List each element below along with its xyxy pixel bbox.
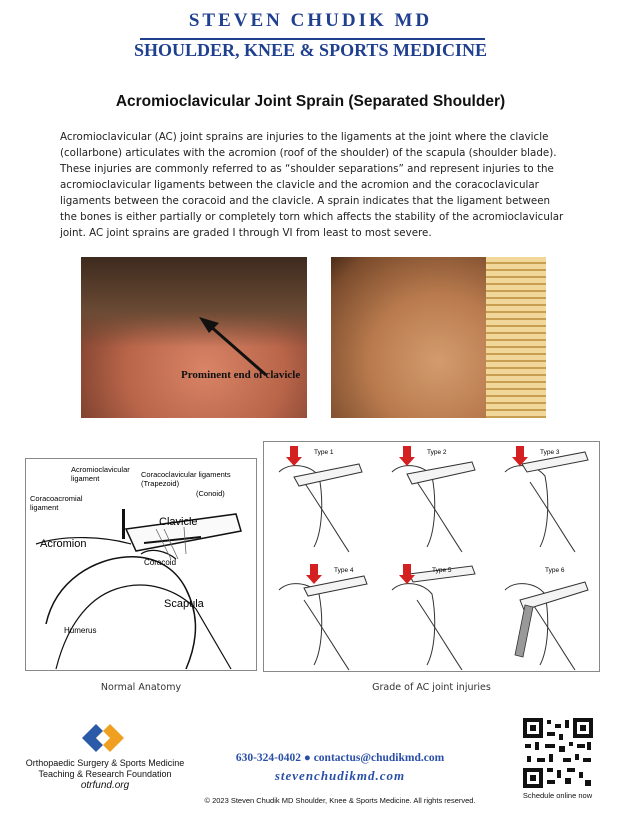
email-link[interactable]: contactus@chudikmd.com: [313, 752, 445, 764]
scapula-label: Scapula: [164, 598, 204, 610]
coracoacromial-label: Coracoacromial: [30, 494, 83, 503]
acromion-label: Acromion: [40, 538, 87, 550]
grades-figure: [263, 441, 600, 672]
intro-paragraph: Acromioclavicular (AC) joint sprains are injuries to the ligaments at the joint where the clavicle (collarbone) articulates with the acromion (roof of the shoulder) of the scapula (shoulder blade). These injuries are commonly referred to as “shoulder separations” and represent injuries to the acromioclavicular ligaments between the clavicle and the acromion and the coracoclavicular ligaments between the coracoid and the clavicle. A sprain indicates that the ligament between the bones is either partially or completely torn which affects the stability of the acromioclavicular joint. AC joint sprains are graded I through VI from least to most severe.: [60, 131, 564, 239]
type-4-label: Type 4: [334, 567, 354, 574]
anatomy-diagram: [26, 459, 257, 671]
type-4-panel: [279, 564, 367, 670]
foundation-line-2: Teaching & Research Foundation: [38, 769, 172, 779]
type-1-panel: [279, 446, 362, 552]
copyright-notice: © 2023 Steven Chudik MD Shoulder, Knee & Sports Medicine. All rights reserved.: [204, 796, 476, 805]
foundation-line-1: Orthopaedic Surgery & Sports Medicine: [25, 758, 185, 768]
clavicle-label: Clavicle: [159, 516, 198, 528]
normal-anatomy-figure: [25, 458, 257, 671]
phone-number[interactable]: 630-324-0402: [235, 752, 301, 764]
type-3-label: Type 3: [540, 449, 560, 456]
coracoid-label: Coracoid: [144, 558, 177, 567]
qr-caption: Schedule online now: [522, 791, 593, 800]
grades-diagram: [264, 442, 600, 672]
type-6-panel: [505, 567, 588, 670]
humerus-label: Humerus: [64, 626, 97, 635]
contact-line: [190, 752, 490, 764]
type-5-label: Type 5: [432, 567, 452, 574]
type-2-label: Type 2: [427, 449, 447, 456]
ac-ligament-label: Acromioclavicular: [71, 465, 130, 474]
trapezoid-label: (Trapezoid): [141, 479, 180, 488]
header-subtitle: SHOULDER, KNEE & SPORTS MEDICINE: [134, 40, 487, 60]
type-5-panel: [392, 564, 475, 670]
page-title: Acromioclavicular Joint Sprain (Separated Shoulder): [115, 93, 506, 110]
anatomy-caption: Normal Anatomy: [100, 682, 182, 693]
type-3-panel: [505, 446, 588, 552]
conoid-label: (Conoid): [196, 489, 225, 498]
shoulder-photo: [331, 257, 546, 418]
type-1-label: Type 1: [314, 449, 334, 456]
coracoacromial-label-2: ligament: [30, 503, 59, 512]
foundation-logo-icon: [82, 724, 124, 752]
photo-label: Prominent end of clavicle: [181, 369, 301, 381]
ac-ligament-label-2: ligament: [71, 474, 100, 483]
clavicle-photo: [81, 257, 307, 418]
qr-code-icon[interactable]: [523, 718, 593, 788]
bullet-separator: ●: [303, 752, 311, 764]
foundation-info: [20, 758, 190, 791]
type-2-panel: [392, 446, 475, 552]
cc-ligaments-label: Coracoclavicular ligaments: [141, 470, 231, 479]
type-6-label: Type 6: [545, 567, 565, 574]
foundation-link[interactable]: otrfund.org: [80, 780, 130, 791]
website-link[interactable]: stevenchudikmd.com: [274, 768, 406, 783]
header-name: STEVEN CHUDIK MD: [188, 10, 433, 31]
grades-caption: Grade of AC joint injuries: [372, 682, 491, 693]
window-blinds: [486, 257, 546, 418]
arrow-icon: [81, 257, 307, 418]
